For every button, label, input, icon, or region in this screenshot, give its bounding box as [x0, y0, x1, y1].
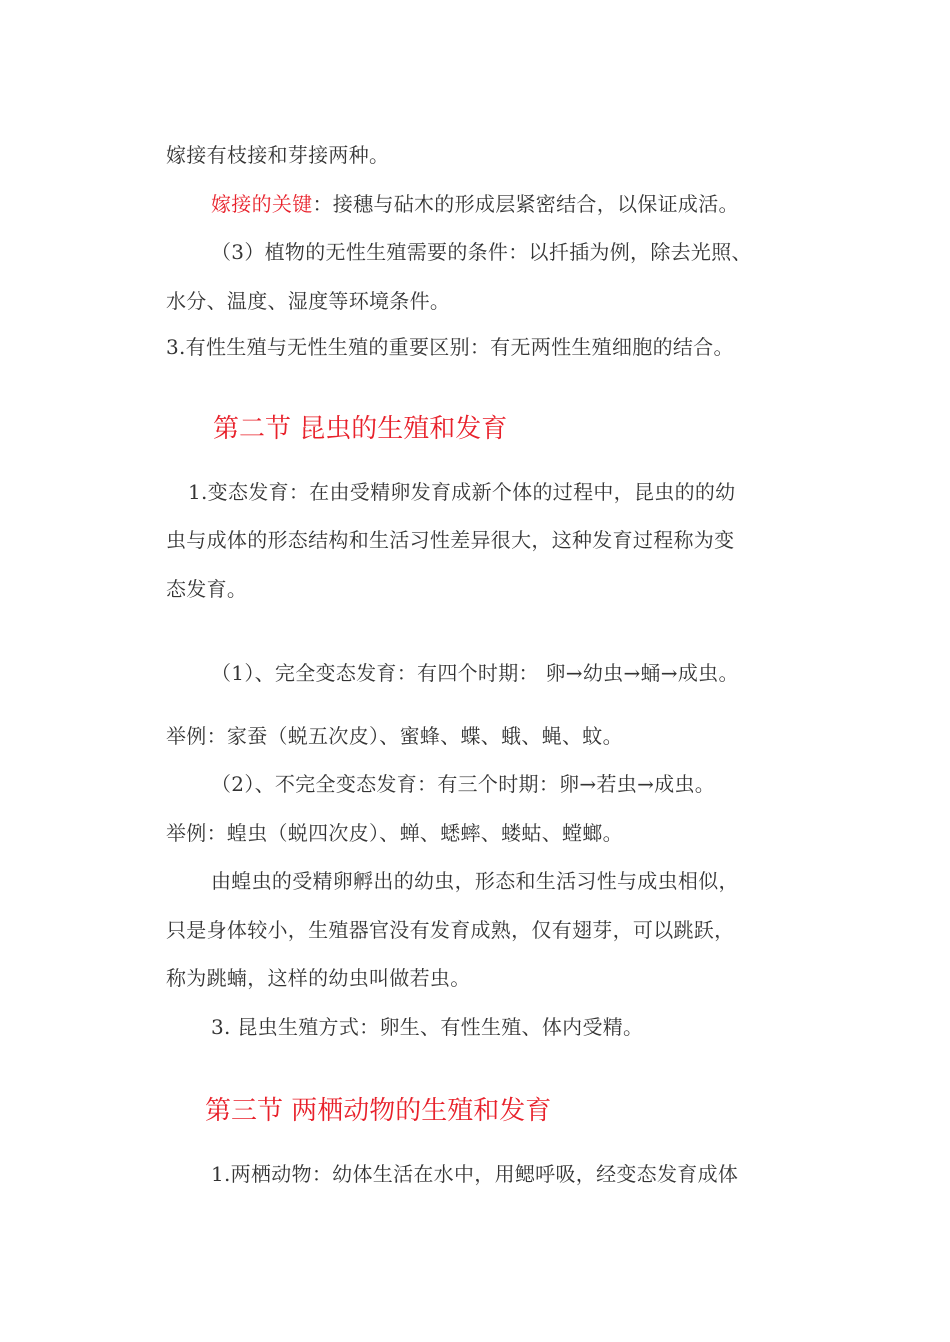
paragraph-line	[188, 480, 735, 504]
paragraph-line	[166, 335, 734, 359]
section-heading: 第二节 昆虫的生殖和发育	[213, 414, 508, 444]
paragraph-line	[211, 661, 739, 685]
paragraph-line	[166, 577, 247, 601]
line-text: （2）、不完全变态发育：有三个时期：卵→若虫→成虫。	[211, 772, 716, 796]
paragraph-line	[166, 289, 450, 313]
paragraph-line	[166, 528, 734, 552]
paragraph-line	[211, 1162, 738, 1186]
line-text: 举例：家蚕（蜕五次皮）、蜜蜂、蝶、蛾、蝇、蚊。	[166, 724, 623, 748]
line-text: 嫁接有枝接和芽接两种。	[166, 143, 390, 167]
line-text: 虫与成体的形态结构和生活习性差异很大，这种发育过程称为变	[166, 528, 735, 552]
line-text: 称为跳蝻，这样的幼虫叫做若虫。	[166, 966, 471, 990]
line-text: 只是身体较小，生殖器官没有发育成熟，仅有翅芽，可以跳跃，	[166, 918, 735, 942]
paragraph-line	[211, 772, 715, 796]
line-text: 由蝗虫的受精卵孵出的幼虫，形态和生活习性与成虫相似，	[211, 869, 739, 893]
highlight-term: 嫁接的关键	[211, 192, 313, 216]
paragraph-line	[211, 192, 739, 216]
paragraph-line	[211, 1015, 643, 1039]
line-text: 1.两栖动物：幼体生活在水中，用鳃呼吸，经变态发育成体	[211, 1162, 739, 1186]
line-text: ：接穗与砧木的形成层紧密结合，以保证成活。	[312, 192, 739, 216]
section-heading: 第三节 两栖动物的生殖和发育	[205, 1096, 552, 1126]
line-text: 3.有性生殖与无性生殖的重要区别：有无两性生殖细胞的结合。	[166, 335, 734, 359]
line-text: 水分、温度、湿度等环境条件。	[166, 289, 451, 313]
paragraph-line	[166, 918, 734, 942]
paragraph-line	[166, 724, 623, 748]
line-text: 举例：蝗虫（蜕四次皮）、蝉、蟋蟀、蝼蛄、螳螂。	[166, 821, 623, 845]
paragraph-line	[211, 869, 739, 893]
line-text: 态发育。	[166, 577, 248, 601]
paragraph-line	[166, 966, 471, 990]
line-text: 1.变态发育：在由受精卵发育成新个体的过程中，昆虫的的幼	[188, 480, 736, 504]
paragraph-line	[166, 143, 389, 167]
line-text: （3）植物的无性生殖需要的条件：以扦插为例，除去光照、	[211, 240, 752, 264]
line-text: 3. 昆虫生殖方式：卵生、有性生殖、体内受精。	[211, 1015, 644, 1039]
paragraph-line	[166, 821, 623, 845]
line-text: （1）、完全变态发育：有四个时期： 卵→幼虫→蛹→成虫。	[211, 661, 739, 685]
paragraph-line	[211, 240, 752, 264]
